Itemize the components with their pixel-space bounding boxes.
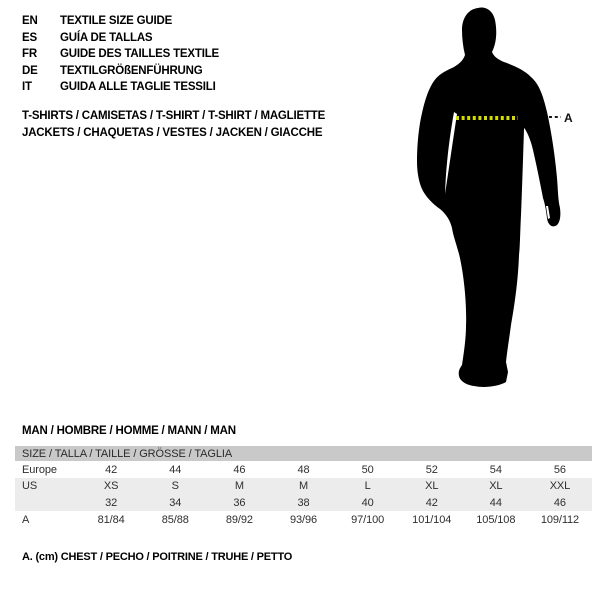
row-label: US <box>15 478 79 494</box>
language-code: IT <box>22 81 32 94</box>
table-row-us-letters <box>15 478 592 494</box>
size-cell: 44 <box>464 494 528 511</box>
row-label: A <box>22 513 30 526</box>
section-title-man: MAN / HOMBRE / HOMME / MANN / MAN <box>22 425 236 437</box>
size-cell: 56 <box>553 463 566 476</box>
size-cell: 42 <box>400 494 464 511</box>
size-cell: 50 <box>361 463 374 476</box>
size-table <box>15 446 592 528</box>
language-code: FR <box>22 48 37 61</box>
size-cell: XXL <box>528 478 592 494</box>
language-title: GUIDE DES TAILLES TEXTILE <box>60 48 219 61</box>
size-cell: 54 <box>489 463 502 476</box>
size-cell: 34 <box>143 494 207 511</box>
language-code: EN <box>22 15 38 27</box>
language-code: DE <box>22 64 38 77</box>
size-cell: 105/108 <box>476 513 516 526</box>
size-table-header-row <box>15 446 592 461</box>
language-title: GUÍA DE TALLAS <box>60 31 153 44</box>
size-cell: 93/96 <box>289 513 317 526</box>
man-silhouette <box>412 0 587 400</box>
size-cell: 89/92 <box>225 513 253 526</box>
language-guide-list <box>22 13 219 96</box>
size-cell: 85/88 <box>161 513 189 526</box>
size-cell: 46 <box>528 494 592 511</box>
language-title: TEXTILGRÖßENFÜHRUNG <box>60 64 203 77</box>
language-title: TEXTILE SIZE GUIDE <box>60 15 173 27</box>
size-cell: 52 <box>425 463 438 476</box>
man-silhouette-body <box>417 8 560 387</box>
size-table-header: SIZE / TALLA / TAILLE / GRÖSSE / TAGLIA <box>15 446 592 461</box>
language-row-es <box>22 30 219 47</box>
size-cell: XS <box>79 478 143 494</box>
size-cell: 44 <box>169 463 182 476</box>
table-row-us-numbers <box>15 494 592 511</box>
table-row-europe <box>15 461 592 478</box>
size-cell: 109/112 <box>540 513 580 526</box>
size-cell: 38 <box>271 494 335 511</box>
garment-category-lines <box>22 108 325 141</box>
size-cell: XL <box>464 478 528 494</box>
size-cell: 81/84 <box>97 513 125 526</box>
size-cell: 32 <box>79 494 143 511</box>
category-line-jackets: JACKETS / CHAQUETAS / VESTES / JACKEN / GIACCHE <box>22 126 323 139</box>
category-line-tshirts: T-SHIRTS / CAMISETAS / T-SHIRT / T-SHIRT / MAGLIETTE <box>22 110 326 122</box>
row-label <box>15 494 79 511</box>
language-row-de <box>22 63 219 80</box>
footnote-chest-measure: A. (cm) CHEST / PECHO / POITRINE / TRUHE / PETTO <box>22 551 293 563</box>
size-cell: 101/104 <box>412 513 452 526</box>
size-cell: 48 <box>297 463 310 476</box>
size-cell: S <box>143 478 207 494</box>
size-cell: L <box>336 478 400 494</box>
size-cell: 40 <box>336 494 400 511</box>
measure-label-a: A <box>564 111 573 125</box>
size-cell: 36 <box>207 494 271 511</box>
size-cell: XL <box>400 478 464 494</box>
row-label: Europe <box>22 463 57 476</box>
table-row-chest-cm <box>15 511 592 528</box>
language-row-en <box>22 13 219 30</box>
size-cell: M <box>207 478 271 494</box>
language-row-it <box>22 79 219 96</box>
size-cell: 46 <box>233 463 246 476</box>
language-row-fr <box>22 46 219 63</box>
size-cell: 97/100 <box>351 513 385 526</box>
size-table-container <box>15 446 592 528</box>
language-code: ES <box>22 31 37 44</box>
language-title: GUIDA ALLE TAGLIE TESSILI <box>60 81 216 94</box>
size-cell: 42 <box>105 463 118 476</box>
size-cell: M <box>271 478 335 494</box>
